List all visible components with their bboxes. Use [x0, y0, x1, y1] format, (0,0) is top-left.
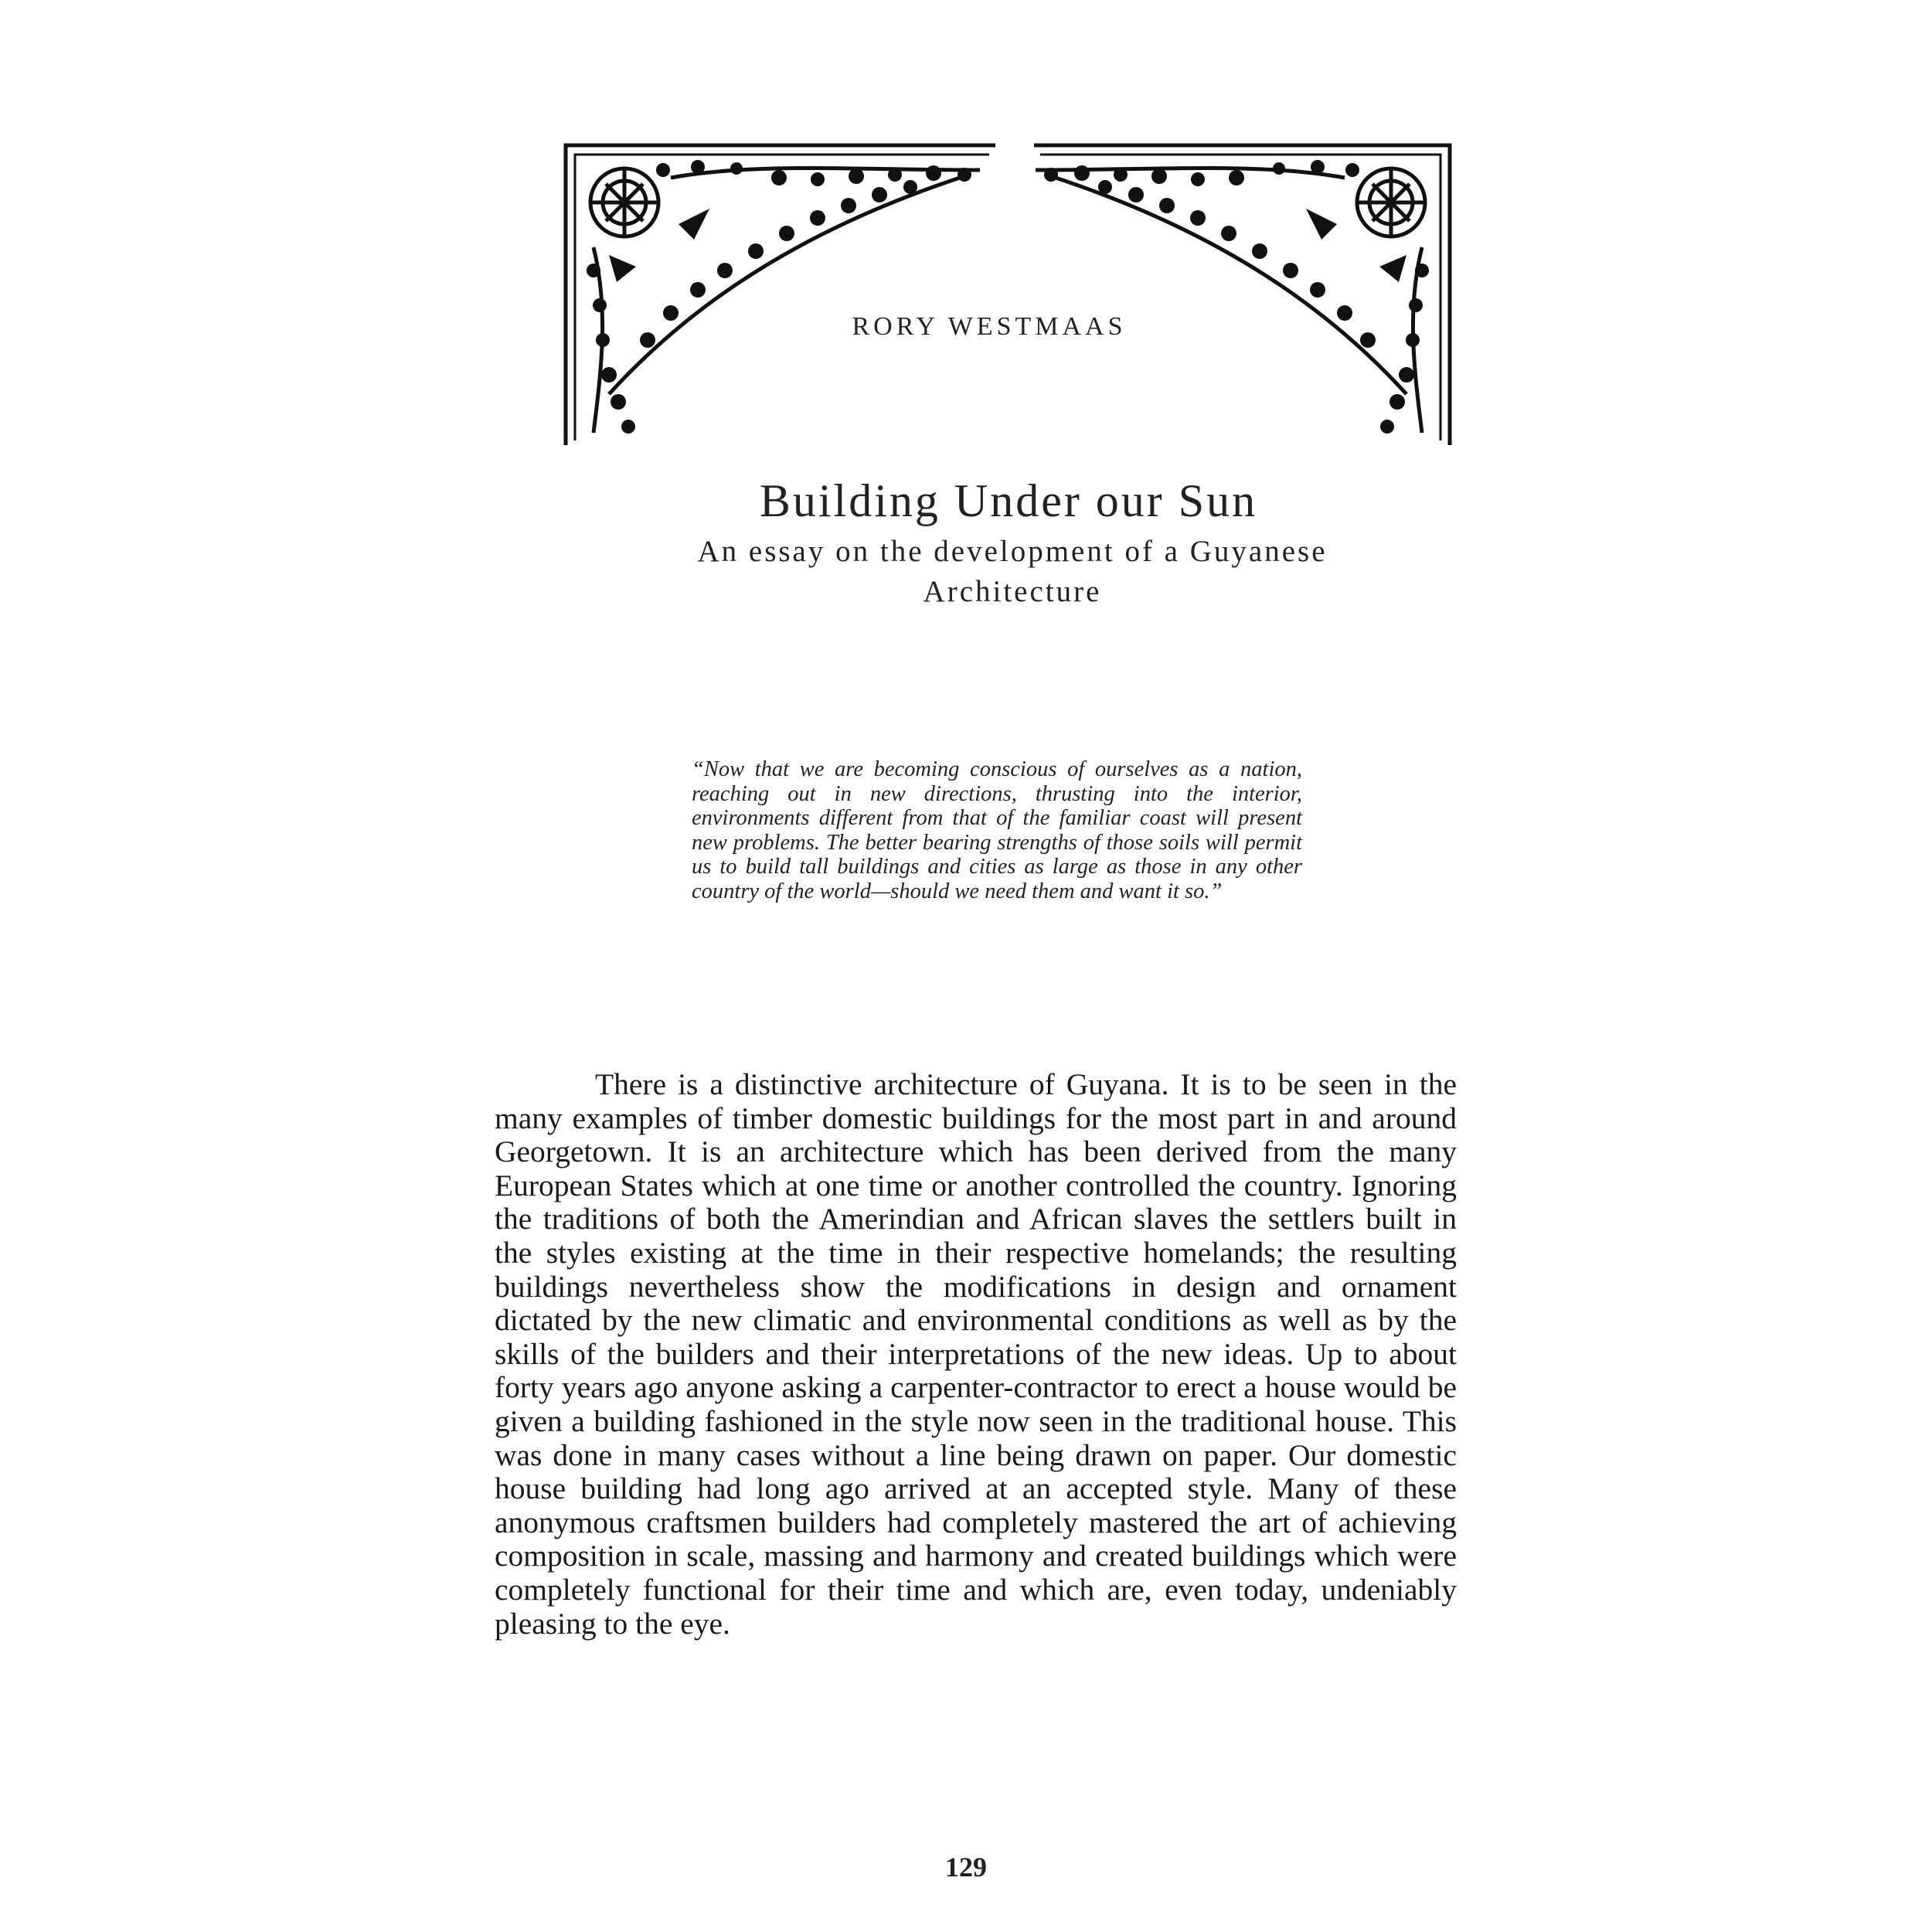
- essay-subtitle: An essay on the development of a Guyanese Architecture: [697, 535, 1328, 608]
- page-number: 129: [945, 1852, 987, 1883]
- body-paragraph: There is a distinctive architecture of Guyana. It is to be seen in the many examples of timber domestic buildings for the most part in and around Georgetown. It is an architecture which has been derived from the many European States which at one time or another controlled the country. Ignoring the traditions of both the Amerindian and African slaves the settlers built in the styles existing at the time in their respective homelands; the resulting buildings nevertheless show the modifications in design and ornament dictated by the new climatic and environmental conditions as well as by the skills of the builders and their interpretations of the new ideas. Up to about forty years ago anyone asking a carpenter-contractor to erect a house would be given a building fashioned in the style now seen in the traditional house. This was done in many cases without a line being drawn on paper. Our domestic house building had long ago arrived at an accepted style. Many of these anonymous craftsmen builders had completely mastered the art of achieving composition in scale, massing and harmony and created buildings which were completely functional for their time and which are, even today, undeniably pleasing to the eye.: [495, 1067, 1457, 1641]
- corner-ornament-frame: [563, 139, 1453, 448]
- author-name: RORY WESTMAAS: [852, 312, 1127, 341]
- epigraph-quote: “Now that we are becoming conscious of ourselves as a nation, reaching out in new directions, thrusting into the interior, environments different from that of the familiar coast will present new problems. The better bearing strengths of those soils will permit us to build tall buildings and cities as large as those in any other country of the world—should we need them and want it so.”: [692, 757, 1302, 903]
- right-corner-scroll: [1036, 168, 1425, 434]
- essay-title: Building Under our Sun: [759, 475, 1258, 526]
- left-corner-scroll: [590, 168, 980, 434]
